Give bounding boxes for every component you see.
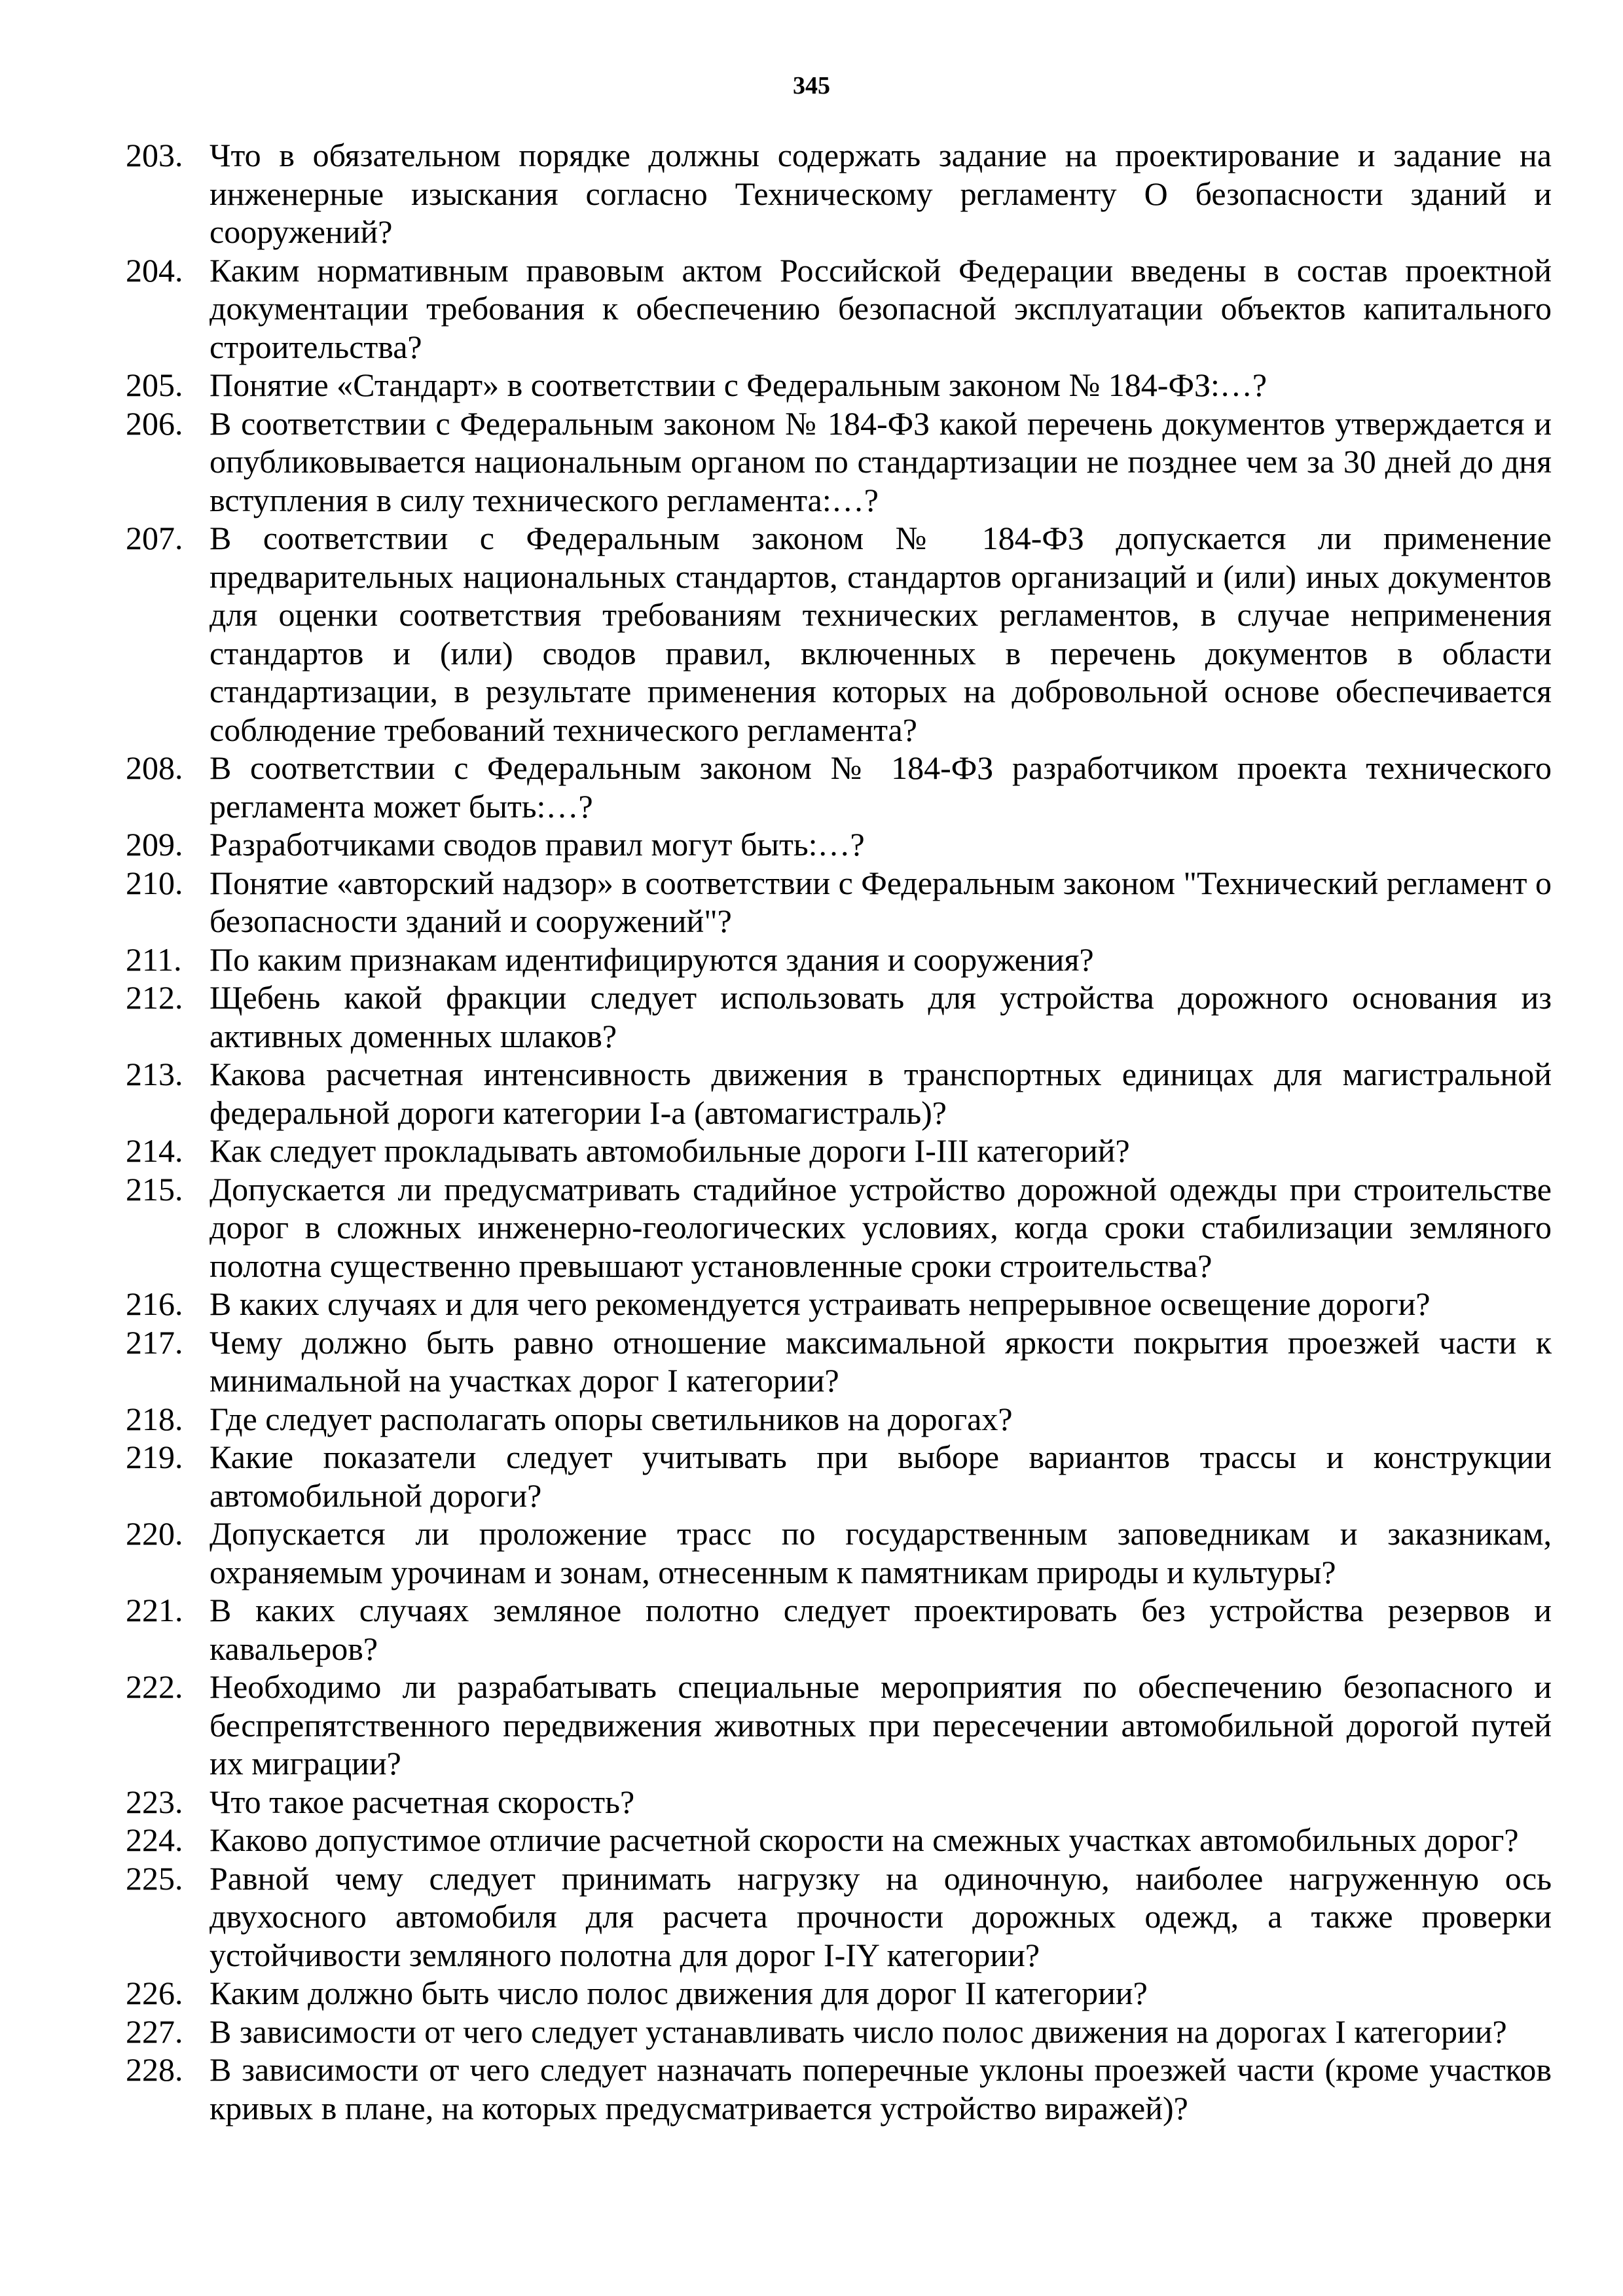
question-number: 214. — [126, 1132, 183, 1169]
question-item — [126, 1285, 1552, 1323]
question-number: 226. — [126, 1975, 183, 2011]
question-number: 205. — [126, 367, 183, 403]
question-number: 220. — [126, 1515, 183, 1552]
question-text: Что в обязательном порядке должны содержать задание на проектирование и задание на инженерные изыскания согласно Техническому регламенту О безопасности зданий и сооружений? — [210, 137, 1552, 250]
question-item — [126, 1055, 1552, 1132]
question-text: Где следует располагать опоры светильников на дорогах? — [210, 1400, 1013, 1437]
question-text: Какие показатели следует учитывать при выборе вариантов трассы и конструкции автомобильной дороги? — [210, 1439, 1552, 1514]
question-text: Щебень какой фракции следует использовать для устройства дорожного основания из активных доменных шлаков? — [210, 979, 1552, 1054]
question-number: 225. — [126, 1859, 183, 1897]
question-text: В каких случаях земляное полотно следует проектировать без устройства резервов и кавальеров? — [210, 1592, 1552, 1667]
question-text: Понятие «Стандарт» в соответствии с Федеральным законом № 184-ФЗ:…? — [210, 367, 1267, 403]
question-text: По каким признакам идентифицируются здания и сооружения? — [210, 941, 1094, 978]
question-number: 224. — [126, 1821, 183, 1858]
question-text: Разработчиками сводов правил могут быть:…? — [210, 826, 865, 863]
question-text: Допускается ли проложение трасс по государственным заповедникам и заказникам, охраняемым урочинам и зонам, отнесенным к памятникам природы и культуры? — [210, 1515, 1552, 1590]
question-text: В каких случаях и для чего рекомендуется устраивать непрерывное освещение дороги? — [210, 1285, 1431, 1322]
question-text: В соответствии с Федеральным законом № 184-ФЗ какой перечень документов утверждается и опубликовывается национальным органом по стандартизации не позднее чем за 30 дней до дня вступления в силу технического регламента:…? — [210, 404, 1552, 518]
question-number: 227. — [126, 2013, 183, 2050]
question-number: 215. — [126, 1170, 183, 1208]
question-item — [126, 1170, 1552, 1285]
question-item — [126, 1591, 1552, 1668]
question-number: 211. — [126, 941, 182, 978]
question-text: В зависимости от чего следует назначать поперечные уклоны проезжей части (кроме участков кривых в плане, на которых предусматривается устройство виражей)? — [210, 2051, 1552, 2126]
question-number: 203. — [126, 137, 183, 173]
question-item — [126, 978, 1552, 1055]
question-item — [126, 864, 1552, 941]
question-text: Чему должно быть равно отношение максимальной яркости покрытия проезжей части к минимальной на участках дорог I категории? — [210, 1323, 1552, 1399]
question-number: 216. — [126, 1285, 183, 1322]
question-number: 207. — [126, 520, 183, 556]
question-item — [126, 1323, 1552, 1400]
question-number: 221. — [126, 1592, 183, 1628]
question-item — [126, 1438, 1552, 1515]
question-number: 223. — [126, 1783, 183, 1820]
question-text: Понятие «авторский надзор» в соответствии с Федеральным законом "Технический регламент о безопасности зданий и сооружений"? — [210, 864, 1552, 939]
question-item — [126, 749, 1552, 825]
question-number: 206. — [126, 404, 183, 442]
question-item — [126, 825, 1552, 864]
question-text: Как следует прокладывать автомобильные дороги I-III категорий? — [210, 1132, 1130, 1169]
question-item — [126, 1783, 1552, 1821]
question-item — [126, 404, 1552, 520]
question-number: 228. — [126, 2051, 183, 2088]
question-list — [126, 136, 1552, 2127]
question-number: 219. — [126, 1439, 183, 1475]
question-text: Необходимо ли разрабатывать специальные мероприятия по обеспечению безопасного и беспрепятственного передвижения животных при пересечении автомобильной дорогой путей их миграции? — [210, 1668, 1552, 1782]
question-item — [126, 1400, 1552, 1439]
question-text: Равной чему следует принимать нагрузку на одиночную, наиболее нагруженную ось двухосного автомобиля для расчета прочности дорожных одежд, а также проверки устойчивости земляного полотна для дорог I-IY категории? — [210, 1859, 1552, 1973]
question-item — [126, 2013, 1552, 2051]
question-number: 213. — [126, 1056, 183, 1092]
question-text: В соответствии с Федеральным законом № 184-ФЗ допускается ли применение предварительных национальных стандартов, стандартов организаций и (или) иных документов для оценки соответствия требованиям технических регламентов, в случае неприменения стандартов и (или) сводов правил, включенных в перечень документов в области стандартизации, в результате применения которых на добровольной основе обеспечивается соблюдение требований технического регламента? — [210, 520, 1552, 748]
question-number: 217. — [126, 1323, 183, 1361]
question-item — [126, 366, 1552, 404]
page-number: 345 — [793, 72, 830, 99]
question-text: Каким должно быть число полос движения для дорог II категории? — [210, 1975, 1148, 2011]
question-item — [126, 2051, 1552, 2127]
question-text: Допускается ли предусматривать стадийное устройство дорожной одежды при строительстве дорог в сложных инженерно-геологических условиях, когда сроки стабилизации земляного полотна существенно превышают установленные сроки строительства? — [210, 1170, 1552, 1284]
question-number: 208. — [126, 749, 183, 786]
question-item — [126, 1668, 1552, 1783]
question-number: 209. — [126, 826, 183, 863]
question-number: 222. — [126, 1668, 183, 1705]
question-text: Что такое расчетная скорость? — [210, 1783, 635, 1820]
question-text: Какова расчетная интенсивность движения в транспортных единицах для магистральной федеральной дороги категории I-а (автомагистраль)? — [210, 1056, 1552, 1131]
question-number: 204. — [126, 251, 183, 289]
question-item — [126, 1132, 1552, 1170]
question-item — [126, 519, 1552, 749]
question-item — [126, 136, 1552, 251]
question-item — [126, 1974, 1552, 2013]
question-number: 210. — [126, 864, 183, 901]
question-text: В соответствии с Федеральным законом № 184-ФЗ разработчиком проекта технического регламента может быть:…? — [210, 749, 1552, 825]
question-item — [126, 1859, 1552, 1975]
question-text: В зависимости от чего следует устанавливать число полос движения на дорогах I категории? — [210, 2013, 1507, 2050]
question-item — [126, 1515, 1552, 1591]
question-text: Каково допустимое отличие расчетной скорости на смежных участках автомобильных дорог? — [210, 1821, 1519, 1858]
question-item — [126, 941, 1552, 979]
question-item — [126, 1821, 1552, 1859]
question-item — [126, 251, 1552, 367]
question-text: Каким нормативным правовым актом Российской Федерации введены в состав проектной документации требования к обеспечению безопасной эксплуатации объектов капитального строительства? — [210, 251, 1552, 365]
question-number: 212. — [126, 979, 183, 1016]
question-number: 218. — [126, 1400, 183, 1437]
